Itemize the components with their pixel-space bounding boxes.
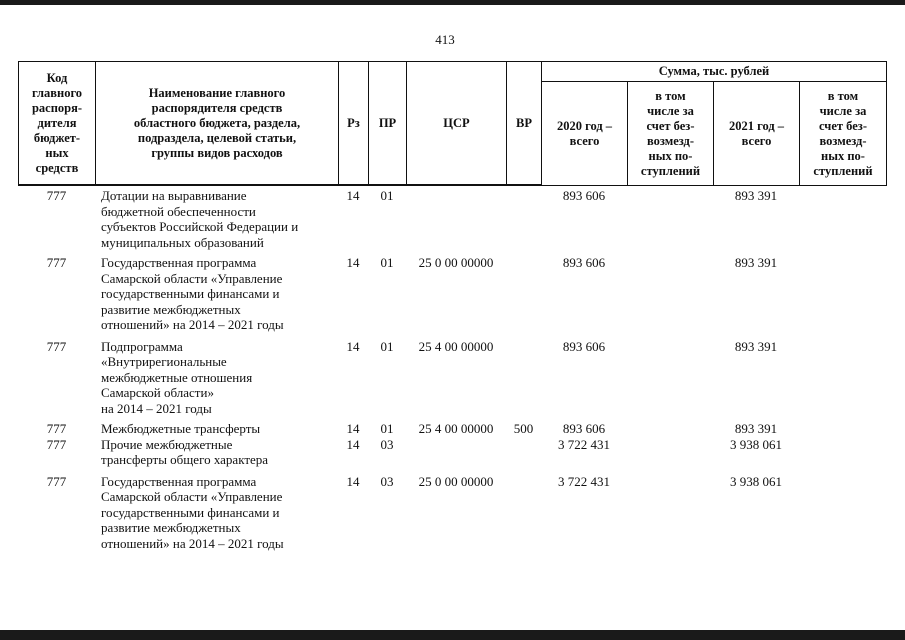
table-row: [18, 339, 885, 417]
cell-2020-total: 893 606: [562, 255, 606, 270]
bottom-scan-border: [0, 630, 905, 640]
cell-2021-total: 3 938 061: [730, 473, 782, 489]
cell-name: Прочие межбюджетные трансферты общего характера: [101, 436, 269, 467]
header-sum: Сумма, тыс. рублей: [542, 62, 886, 82]
cell-pr: 01: [380, 338, 394, 354]
header-vr: ВР: [507, 62, 542, 185]
cell-csr: 25 0 00 00000: [418, 255, 494, 270]
cell-vr: [506, 188, 541, 250]
cell-2021-total: 893 391: [734, 421, 778, 436]
cell-vr: [506, 339, 541, 417]
table-body: [18, 188, 885, 551]
cell-rz: 14: [346, 338, 360, 354]
cell-pr: 03: [380, 473, 394, 489]
header-2020-grants: в том числе за счет без- возмезд- ных по- ступлений: [628, 82, 714, 185]
cell-2021-grants: [799, 421, 885, 437]
header-2021-grants: в том числе за счет без- возмезд- ных по- ступлений: [813, 88, 873, 178]
cell-name: Дотации на выравнивание бюджетной обеспеченности субъектов Российской Федерации и муниципальных образований: [101, 188, 299, 250]
cell-2021-grants: [799, 339, 885, 417]
page-number: 413: [435, 32, 455, 47]
cell-2020-grants: [627, 437, 713, 468]
cell-csr: [406, 437, 506, 468]
cell-code: 777: [46, 436, 67, 452]
cell-2021-total: 3 938 061: [730, 436, 782, 452]
cell-2021-total: 893 391: [734, 188, 778, 203]
cell-rz: 14: [346, 255, 360, 270]
table-row: [18, 421, 885, 437]
cell-code: 777: [46, 421, 67, 436]
cell-name: Государственная программа Самарской области «Управление государственными финансами и развитие межбюджетных отношений» на 2014 – 2021 годы: [101, 473, 284, 551]
header-2020-total: 2020 год – всего: [542, 82, 628, 185]
cell-2020-grants: [627, 188, 713, 250]
table-row: [18, 255, 885, 333]
cell-pr: 01: [380, 188, 394, 203]
header-code: Код главного распоря- дителя бюджет- ных средств: [19, 62, 96, 185]
cell-name: Межбюджетные трансферты: [101, 421, 261, 436]
cell-2021-grants: [799, 474, 885, 552]
cell-csr: 25 4 00 00000: [418, 421, 494, 436]
cell-pr: 01: [380, 421, 394, 436]
header-name: Наименование главного распорядителя средств областного бюджета, раздела, подраздела, целевой статьи, группы видов расходов: [96, 62, 339, 185]
cell-2021-total: 893 391: [734, 255, 778, 270]
cell-code: 777: [46, 338, 67, 354]
cell-2020-total: 893 606: [562, 338, 606, 354]
table-row: [18, 474, 885, 552]
cell-vr: [506, 437, 541, 468]
cell-2021-grants: [799, 255, 885, 333]
cell-name: Государственная программа Самарской области «Управление государственными финансами и развитие межбюджетных отношений» на 2014 – 2021 годы: [101, 255, 284, 332]
cell-2020-grants: [627, 339, 713, 417]
cell-2020-total: 893 606: [562, 188, 606, 203]
top-scan-border: [0, 0, 905, 5]
cell-pr: 03: [380, 436, 394, 452]
cell-code: 777: [46, 188, 67, 203]
table-row: [18, 188, 885, 250]
cell-name: Подпрограмма «Внутрирегиональные межбюджетные отношения Самарской области» на 2014 – 2021 годы: [101, 338, 253, 416]
header-csr: ЦСР: [407, 62, 507, 185]
cell-2020-total: 3 722 431: [558, 436, 610, 452]
header-2021-total: 2021 год – всего: [714, 82, 800, 185]
cell-2021-total: 893 391: [734, 338, 778, 354]
cell-pr: 01: [380, 255, 394, 270]
cell-rz: 14: [346, 188, 360, 203]
cell-vr: 500: [513, 421, 534, 436]
cell-2020-total: 3 722 431: [558, 473, 610, 489]
header-rz: Рз: [339, 62, 369, 185]
cell-rz: 14: [346, 436, 360, 452]
header-pr: ПР: [369, 62, 407, 185]
table-header: [18, 61, 887, 186]
cell-code: 777: [46, 255, 67, 270]
cell-rz: 14: [346, 473, 360, 489]
cell-csr: 25 0 00 00000: [418, 473, 494, 489]
cell-2021-grants: [799, 437, 885, 468]
cell-vr: [506, 474, 541, 552]
cell-2020-grants: [627, 474, 713, 552]
table-row: [18, 437, 885, 468]
cell-2020-total: 893 606: [562, 421, 606, 436]
cell-2020-grants: [627, 421, 713, 437]
cell-rz: 14: [346, 421, 360, 436]
cell-csr: 25 4 00 00000: [418, 338, 494, 354]
cell-csr: [406, 188, 506, 250]
cell-code: 777: [46, 473, 67, 489]
cell-2020-grants: [627, 255, 713, 333]
cell-vr: [506, 255, 541, 333]
cell-2021-grants: [799, 188, 885, 250]
